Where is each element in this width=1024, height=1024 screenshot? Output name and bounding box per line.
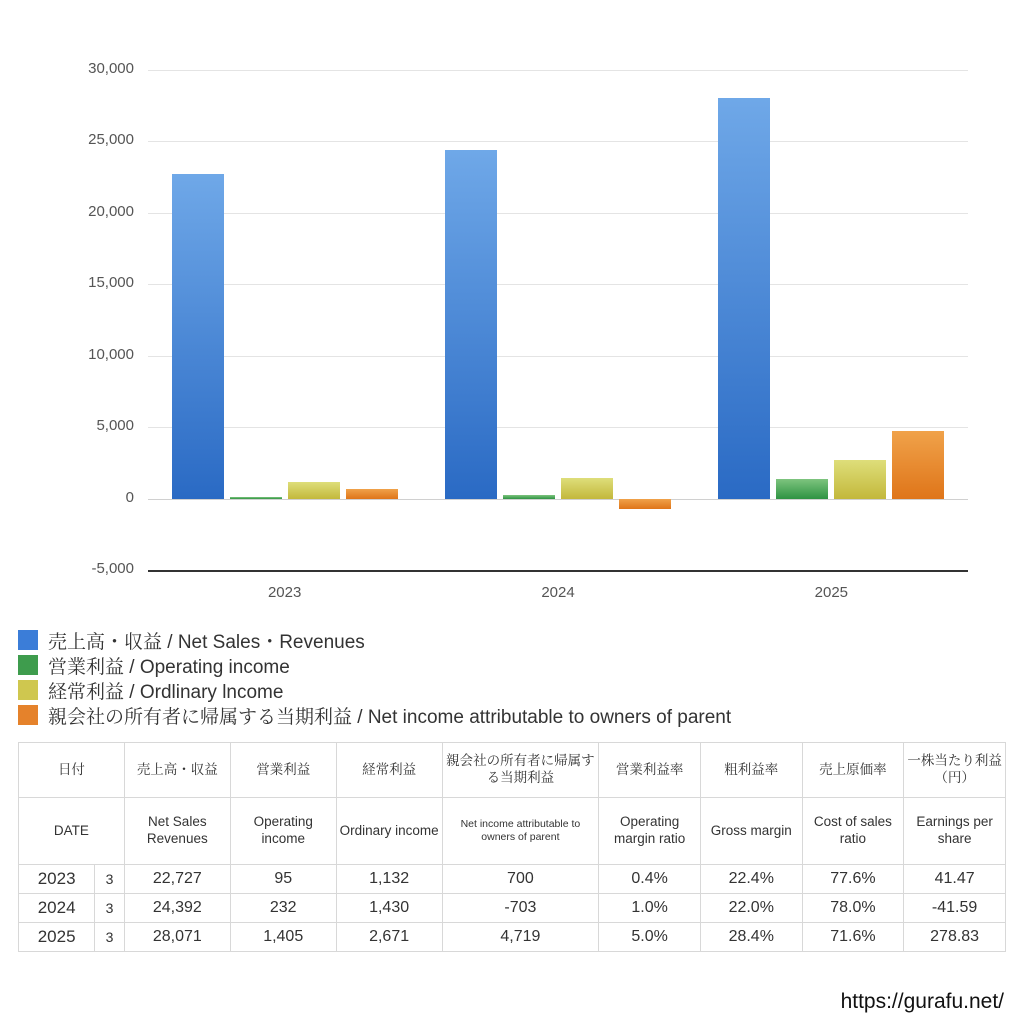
header-eps-jp: 一株当たり利益（円） [904,743,1006,798]
cell-gross-margin: 22.4% [700,865,802,894]
site-url: https://gurafu.net/ [840,990,1004,1013]
table-header-jp [19,743,1006,798]
header-net-sales-en: Net Sales Revenues [124,798,230,865]
table-header-en [19,798,1006,865]
bar [172,174,224,499]
legend-item [18,678,1008,702]
cell-operating-income: 1,405 [230,923,336,952]
header-gross-margin-jp: 粗利益率 [700,743,802,798]
header-net-income-en: Net income attributable to owners of parent [442,798,599,865]
cell-operating-margin: 0.4% [599,865,701,894]
cell-year: 2025 [19,923,95,952]
gridline [148,356,968,357]
bar [288,482,340,498]
bar [445,150,497,498]
cell-cost-ratio: 71.6% [802,923,904,952]
cell-ordinary-income: 1,430 [336,894,442,923]
bar [561,478,613,498]
cell-net-income: -703 [442,894,599,923]
bar [619,499,671,509]
header-net-income-jp: 親会社の所有者に帰属する当期利益 [442,743,599,798]
legend-color-swatch [18,680,38,700]
cell-net-sales: 28,071 [124,923,230,952]
header-operating-margin-en: Operating margin ratio [599,798,701,865]
legend-item [18,703,1008,727]
header-cost-ratio-jp: 売上原価率 [802,743,904,798]
gridline [148,213,968,214]
chart-legend [18,628,1008,728]
header-operating-income-en: Operating income [230,798,336,865]
bar [892,431,944,498]
cell-month: 3 [95,865,125,894]
header-cost-ratio-en: Cost of sales ratio [802,798,904,865]
cell-net-sales: 24,392 [124,894,230,923]
gridline [148,141,968,142]
cell-operating-margin: 5.0% [599,923,701,952]
header-operating-income-jp: 営業利益 [230,743,336,798]
cell-month: 3 [95,923,125,952]
x-axis-tick-label: 2023 [267,584,302,601]
x-axis-tick-label: 2025 [814,584,849,601]
x-axis-tick-label: 2024 [541,584,575,601]
cell-year: 2023 [19,865,95,894]
cell-cost-ratio: 78.0% [802,894,904,923]
gridline [148,284,968,285]
cell-net-income: 4,719 [442,923,599,952]
header-ordinary-income-jp: 経常利益 [336,743,442,798]
bar [718,98,770,499]
legend-color-swatch [18,655,38,675]
cell-eps: -41.59 [904,894,1006,923]
cell-ordinary-income: 2,671 [336,923,442,952]
header-gross-margin-en: Gross margin [700,798,802,865]
legend-label: 売上高・収益 / Net Sales・Revenues [48,631,365,653]
cell-gross-margin: 22.0% [700,894,802,923]
y-axis-tick-label: 15,000 [88,274,134,292]
gridline [148,70,968,71]
header-operating-margin-jp: 営業利益率 [599,743,701,798]
header-date-jp: 日付 [19,743,125,798]
cell-year: 2024 [19,894,95,923]
header-eps-en: Earnings per share [904,798,1006,865]
y-axis-tick-label: -5,000 [91,560,134,577]
bar [346,489,398,499]
y-axis-tick-label: 0 [125,488,134,506]
bar [776,479,828,499]
bar [230,497,282,498]
cell-operating-income: 232 [230,894,336,923]
chart-plot-area [88,60,968,601]
y-axis-tick-label: 10,000 [88,345,134,363]
cell-month: 3 [95,894,125,923]
header-net-sales-jp: 売上高・収益 [124,743,230,798]
gridline [148,427,968,428]
bar [834,460,886,498]
y-axis-tick-label: 5,000 [96,417,134,435]
chart-x-axis [148,570,968,572]
bar [503,495,555,498]
cell-gross-margin: 28.4% [700,923,802,952]
gridline [148,499,968,500]
cell-eps: 278.83 [904,923,1006,952]
cell-eps: 41.47 [904,865,1006,894]
legend-label: 経常利益 / Ordlinary lncome [48,681,284,703]
legend-label: 親会社の所有者に帰属する当期利益 / Net income attributable to owners of parent [48,706,732,728]
financial-data-table [18,742,1006,952]
y-axis-tick-label: 30,000 [88,60,134,77]
cell-operating-income: 95 [230,865,336,894]
cell-cost-ratio: 77.6% [802,865,904,894]
cell-net-sales: 22,727 [124,865,230,894]
table-row [19,923,1006,952]
cell-ordinary-income: 1,132 [336,865,442,894]
table-row [19,865,1006,894]
header-date-en: DATE [19,798,125,865]
y-axis-tick-label: 25,000 [88,131,134,149]
cell-operating-margin: 1.0% [599,894,701,923]
legend-item [18,653,1008,677]
legend-label: 営業利益 / Operating income [48,656,290,678]
header-ordinary-income-en: Ordinary income [336,798,442,865]
legend-color-swatch [18,630,38,650]
table-row [19,894,1006,923]
cell-net-income: 700 [442,865,599,894]
legend-color-swatch [18,705,38,725]
legend-item [18,628,1008,652]
y-axis-tick-label: 20,000 [88,202,134,220]
